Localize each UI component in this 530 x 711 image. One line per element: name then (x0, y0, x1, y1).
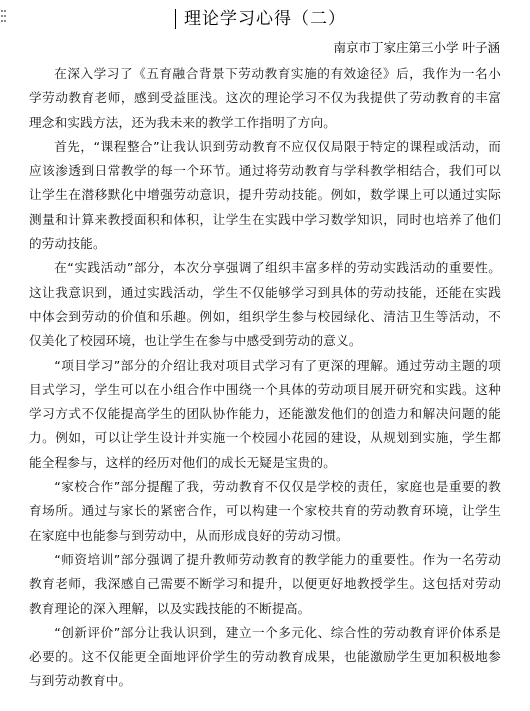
paragraph[interactable]: “师资培训”部分强调了提升教师劳动教育的教学能力的重要性。作为一名劳动教育老师，我深感自己需要不断学习和提升，以便更好地教授学生。这包括对劳动教育理论的深入理解，以及实践技能的不断提高。 (29, 551, 501, 616)
document-title[interactable]: 理论学习心得（二） (184, 9, 346, 29)
paragraph[interactable]: “创新评价”部分让我认识到，建立一个多元化、综合性的劳动教育评价体系是必要的。这不仅能更全面地评价学生的劳动教育成果，也能激励学生更加积极地参与到劳动教育中。 (29, 624, 501, 689)
author-byline[interactable]: 南京市丁家庄第三小学 叶子涵 (333, 40, 500, 55)
paragraph[interactable]: 在深入学习了《五育融合背景下劳动教育实施的有效途径》后，我作为一名小学劳动教育老师，感到受益匪浅。这次的理论学习不仅为我提供了劳动教育的丰富理念和实践方法，还为我未来的教学工作指明了方向。 (29, 66, 501, 130)
document-body (29, 62, 501, 694)
paragraph[interactable]: 首先，“课程整合”让我认识到劳动教育不应仅仅局限于特定的课程或活动，而应该渗透到日常教学的每一个环节。通过将劳动教育与学科教学相结合，我们可以让学生在潜移默化中增强劳动意识，提升劳动技能。例如，数学课上可以通过实际测量和计算来教授面积和体积，让学生在实践中学习数学知识，同时也培养了他们的劳动技能。 (29, 138, 501, 252)
text-cursor (175, 9, 176, 29)
paragraph[interactable]: 在“实践活动”部分，本次分享强调了组织丰富多样的劳动实践活动的重要性。这让我意识到，通过实践活动，学生不仅能够学习到具体的劳动技能，还能在实践中体会到劳动的价值和乐趣。例如，组织学生参与校园绿化、清洁卫生等活动，不仅美化了校园环境，也让学生在参与中感受到劳动的意义。 (29, 260, 501, 349)
paragraph[interactable]: “家校合作”部分提醒了我，劳动教育不仅仅是学校的责任，家庭也是重要的教育场所。通过与家长的紧密合作，可以构建一个家校共育的劳动教育环境，让学生在家庭中也能参与到劳动中，从而形成良好的劳动习惯。 (29, 479, 501, 543)
paragraph[interactable]: “项目学习”部分的介绍让我对项目式学习有了更深的理解。通过劳动主题的项目式学习，学生可以在小组合作中围绕一个具体的劳动项目展开研究和实践。这种学习方式不仅能提高学生的团队协作能力，还能激发他们的创造力和解决问题的能力。例如，可以让学生设计并实施一个校园小花园的建设，从规划到实施，学生都能全程参与，这样的经历对他们的成长无疑是宝贵的。 (29, 357, 501, 470)
